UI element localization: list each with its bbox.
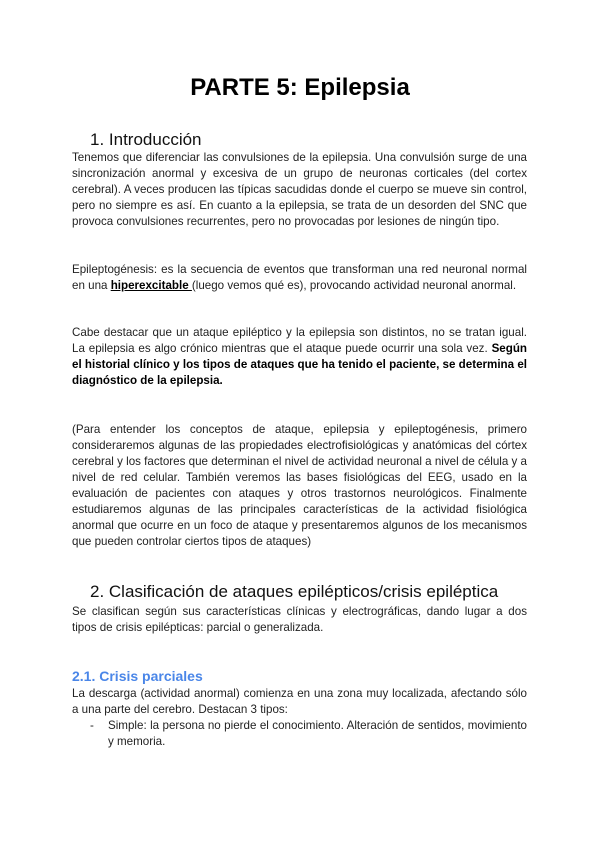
- epileptogenesis-text-before: Epileptogénesis: es la secuencia de eventos que transforman una red neuronal normal en una: [72, 263, 527, 292]
- list-item-text: Simple: la persona no pierde el conocimiento. Alteración de sentidos, movimiento y memoria.: [108, 719, 527, 748]
- diagnostico-bold-text: Según el historial clínico y los tipos de ataques que ha tenido el paciente, se determina el diagnóstico de la epilepsia.: [72, 342, 527, 387]
- epileptogenesis-text-after: (luego vemos qué es), provocando actividad neuronal anormal.: [191, 279, 517, 292]
- intro-paragraph-aside: (Para entender los conceptos de ataque, epilepsia y epileptogénesis, primero consideraremos algunas de las propiedades electrofisiológicas y anatómicas del córtex cerebral y los factores que determinan el nivel de actividad neuronal a nivel de célula y a nivel de red celular. También veremos las bases fisiológicas del EEG, usado en la evaluación de pacientes con ataques y otros trastornos neurológicos. Finalmente estudiaremos algunas de las principales características de la actividad fisiológica anormal que ocurre en un foco de ataque y presentaremos algunos de los mecanismos que pueden controlar ciertos tipos de ataques): [72, 423, 527, 548]
- intro-paragraph-diagnostico: [72, 325, 527, 389]
- section-heading-clasificacion: 2. Clasificación de ataques epilépticos/crisis epiléptica: [90, 582, 499, 601]
- diagnostico-text: Cabe destacar que un ataque epiléptico y la epilepsia son distintos, no se tratan igual. La epilepsia es algo crónico mientras que el ataque puede ocurrir una sola vez.: [72, 326, 527, 355]
- crisis-types-list: [90, 718, 527, 750]
- crisis-parciales-paragraph: La descarga (actividad anormal) comienza en una zona muy localizada, afectando sólo a una parte del cerebro. Destacan 3 tipos:: [72, 687, 527, 716]
- clasificacion-paragraph: Se clasifican según sus características clínicas y electrográficas, dando lugar a dos tipos de crisis epilépticas: parcial o generalizada.: [72, 605, 527, 634]
- intro-paragraph-convulsiones: Tenemos que diferenciar las convulsiones de la epilepsia. Una convulsión surge de una sincronización anormal y excesiva de un grupo de neuronas corticales (del cortex cerebral). A veces producen las típicas sacudidas donde el cuerpo se mueve sin control, pero no siempre es así. En cuanto a la epilepsia, se trata de un desorden del SNC que provoca convulsiones recurrentes, pero no provocadas por lesiones de ningún tipo.: [72, 151, 527, 228]
- hiperexcitable-highlight: hiperexcitable: [110, 279, 192, 292]
- page-title: PARTE 5: Epilepsia: [190, 74, 410, 101]
- subsection-heading-crisis-parciales: 2.1. Crisis parciales: [72, 668, 203, 684]
- section-heading-introduccion: 1. Introducción: [90, 130, 202, 149]
- list-item: [90, 718, 527, 750]
- list-bullet: -: [90, 719, 94, 732]
- intro-paragraph-epileptogenesis: [72, 262, 527, 294]
